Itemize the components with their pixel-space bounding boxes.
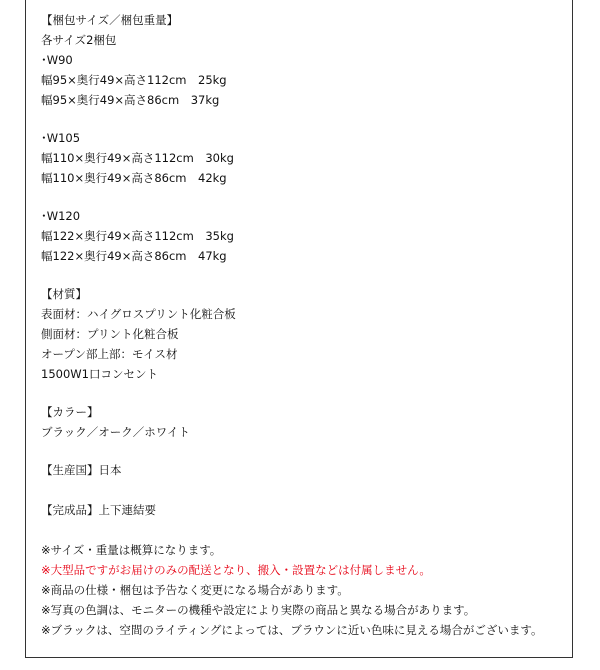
packaging-heading: 【梱包サイズ／梱包重量】 [41,13,179,27]
w90-row-1: 幅95×奥行49×高さ112cm 25kg [41,73,227,87]
w105-label: ･W105 [41,131,81,145]
material-line: 側面材：プリント化粧合板 [41,327,179,341]
product-spec-text [41,10,561,640]
w105-row-2: 幅110×奥行49×高さ86cm 42kg [41,171,227,185]
material-line: 表面材：ハイグロスプリント化粧合板 [41,307,236,321]
note-item: ※商品の仕様・梱包は予告なく変更になる場合があります。 [41,583,349,597]
assembly-text: 【完成品】上下連結要 [41,503,156,517]
material-heading: 【材質】 [41,287,87,301]
w120-row-1: 幅122×奥行49×高さ112cm 35kg [41,229,234,243]
material-line: オープン部上部：モイス材 [41,347,178,361]
w120-label: ･W120 [41,209,81,223]
note-item: ※写真の色調は、モニターの機種や設定により実際の商品と異なる場合があります。 [41,603,476,617]
color-heading: 【カラー】 [41,405,99,419]
packaging-count: 各サイズ2梱包 [41,33,117,47]
w90-row-2: 幅95×奥行49×高さ86cm 37kg [41,93,220,107]
note-item: ※ブラックは、空間のライティングによっては、ブラウンに近い色味に見える場合がございます。 [41,623,543,637]
delivery-warning-note: ※大型品ですがお届けのみの配送となり、搬入・設置などは付属しません。 [41,563,431,577]
material-line: 1500W1口コンセント [41,367,158,381]
w90-label: ･W90 [41,53,73,67]
w105-row-1: 幅110×奥行49×高さ112cm 30kg [41,151,234,165]
note-item: ※サイズ・重量は概算になります。 [41,543,222,557]
origin-text: 【生産国】日本 [41,463,122,477]
w120-row-2: 幅122×奥行49×高さ86cm 47kg [41,249,227,263]
color-value: ブラック／オーク／ホワイト [41,425,190,439]
